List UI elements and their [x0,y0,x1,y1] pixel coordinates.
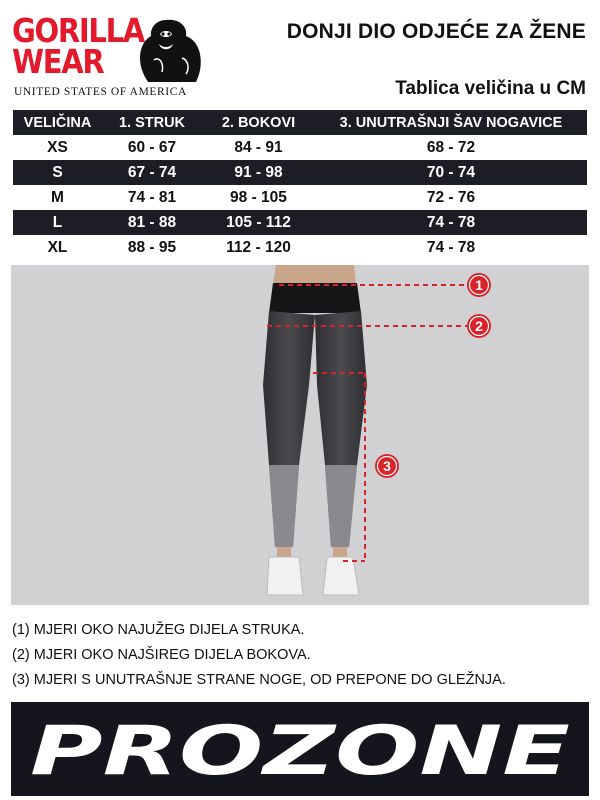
table-cell: 84 - 91 [234,138,283,156]
left-shoe-icon [267,557,303,595]
torso [273,265,356,285]
svg-text:3: 3 [383,458,391,474]
prozone-footer [11,702,589,796]
marker-2 [467,314,491,338]
table-cell: 81 - 88 [127,213,177,231]
logo-word-wear: WEAR [12,42,104,81]
size-table [13,110,587,260]
svg-text:PROZONE: PROZONE [30,712,570,791]
column-header: 2. BOKOVI [221,114,296,131]
table-cell: 67 - 74 [127,163,177,181]
column-header: 1. STRUK [118,114,186,131]
gorilla-wear-logo [12,11,202,100]
table-cell: 74 - 81 [127,188,177,206]
table-cell: XL [47,238,68,256]
column-header: 3. UNUTRAŠNJI ŠAV NOGAVICE [339,114,563,131]
note-waist: (1) MJERI OKO NAJUŽEG DIJELA STRUKA. [12,622,305,638]
table-cell: 68 - 72 [426,138,476,156]
table-cell: M [51,188,64,206]
table-cell: 60 - 67 [127,138,177,156]
table-cell: 74 - 78 [426,238,476,256]
logo-tagline: UNITED STATES OF AMERICA [14,86,187,98]
column-header: VELIČINA [23,114,92,131]
table-row [13,210,587,235]
table-row [13,135,587,160]
table-cell: 72 - 76 [426,188,476,206]
measurement-diagram [11,265,589,605]
table-cell: 91 - 98 [234,163,283,181]
table-row [13,160,587,185]
marker-1 [467,273,491,297]
table-cell: L [52,213,63,231]
table-cell: 98 - 105 [230,188,287,206]
note-hips: (2) MJERI OKO NAJŠIREG DIJELA BOKOVA. [12,647,311,663]
table-cell: 105 - 112 [226,213,291,231]
prozone-logo [11,702,589,796]
table-row [13,185,587,210]
table-cell: XS [47,138,68,156]
table-cell: 74 - 78 [426,213,476,231]
table-header-row [13,110,587,135]
page-subtitle: Tablica veličina u CM [395,78,586,99]
note-inseam: (3) MJERI S UNUTRAŠNJE STRANE NOGE, OD PREPONE DO GLEŽNJA. [12,672,506,688]
leggings-illustration [11,265,589,605]
waistband [269,283,361,313]
svg-text:2: 2 [475,318,483,334]
table-cell: 112 - 120 [226,238,291,256]
table-cell: 70 - 74 [426,163,476,181]
gorilla-icon [134,14,204,84]
table-row [13,235,587,260]
table-cell: 88 - 95 [127,238,177,256]
marker-3 [375,454,399,478]
page-title: DONJI DIO ODJEĆE ZA ŽENE [286,20,586,43]
measurement-notes [12,618,588,693]
svg-text:1: 1 [475,277,483,293]
table-cell: S [52,163,63,181]
right-shoe-icon [323,557,359,595]
logo-word-gorilla: GORILLA [12,11,144,50]
